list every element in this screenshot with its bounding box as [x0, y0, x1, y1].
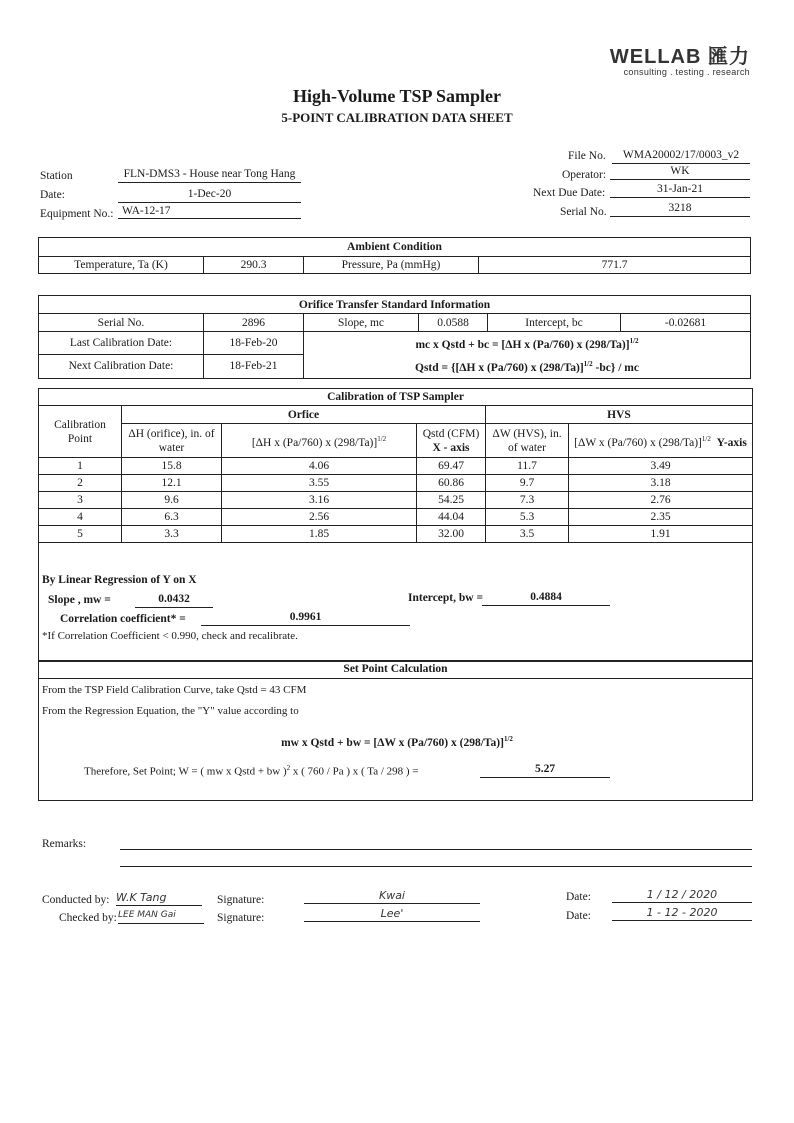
- cell-dw-calc: 1.91: [569, 526, 753, 543]
- station-field: FLN-DMS3 - House near Tong Hang: [118, 167, 301, 183]
- table-row: [39, 492, 753, 509]
- orifice-serial-label: Serial No.: [39, 314, 204, 332]
- table-row: [39, 458, 753, 475]
- cell-dh-calc: 2.56: [222, 509, 417, 526]
- cell-qstd: 54.25: [417, 492, 486, 509]
- setpoint-value: 5.27: [480, 762, 610, 778]
- conducted-by-value: W.K Tang: [116, 890, 202, 906]
- signature-1: Kwai: [304, 888, 480, 904]
- date-1: 1 / 12 / 2020: [612, 887, 752, 903]
- operator-field: WK: [610, 164, 750, 180]
- date-label-2: Date:: [566, 910, 591, 922]
- group-hvs: HVS: [486, 406, 753, 424]
- file-label: File No.: [568, 150, 606, 162]
- cell-dw-calc: 2.76: [569, 492, 753, 509]
- pressure-value: 771.7: [479, 257, 751, 274]
- remarks-line-2[interactable]: [120, 866, 752, 867]
- correlation-value: 0.9961: [201, 610, 410, 626]
- signature-label-2: Signature:: [217, 912, 265, 924]
- cell-point: 1: [39, 458, 122, 475]
- date-field: 1-Dec-20: [118, 187, 301, 203]
- cell-dh-calc: 4.06: [222, 458, 417, 475]
- slope-mc-label: Slope, mc: [304, 314, 419, 332]
- orifice-equation-2: Qstd = {[ΔH x (Pa/760) x (298/Ta)]$^{1/2}$ -bc} / mc: [415, 359, 639, 374]
- orifice-equation-1: mc x Qstd + bc = [ΔH x (Pa/760) x (298/Ta)]$^{1/2}$: [415, 337, 639, 351]
- cell-dh-calc: 3.16: [222, 492, 417, 509]
- regression-title: By Linear Regression of Y on X: [42, 574, 197, 586]
- cell-dh: 3.3: [122, 526, 222, 543]
- equipment-field: WA-12-17: [118, 204, 301, 219]
- operator-label: Operator:: [562, 169, 607, 181]
- setpoint-title: Set Point Calculation: [38, 660, 753, 679]
- cell-dh: 6.3: [122, 509, 222, 526]
- cell-qstd: 32.00: [417, 526, 486, 543]
- col-delta-w: ΔW (HVS), in. of water: [486, 424, 569, 458]
- intercept-bw-label: Intercept, bw =: [408, 592, 484, 604]
- orifice-title: Orifice Transfer Standard Information: [39, 296, 751, 314]
- cell-dw: 3.5: [486, 526, 569, 543]
- cell-qstd: 69.47: [417, 458, 486, 475]
- cell-dh: 9.6: [122, 492, 222, 509]
- cell-point: 2: [39, 475, 122, 492]
- orifice-table: [38, 295, 751, 379]
- orifice-equations: [304, 332, 751, 379]
- cell-dw: 11.7: [486, 458, 569, 475]
- equipment-label: Equipment No.:: [40, 208, 114, 220]
- serial-label: Serial No.: [560, 206, 607, 218]
- ambient-table: [38, 237, 751, 274]
- cell-dw: 5.3: [486, 509, 569, 526]
- cell-point: 4: [39, 509, 122, 526]
- setpoint-formula: Therefore, Set Point; W = ( mw x Qstd + bw )$^2$ x ( 760 / Pa ) x ( Ta / 298 ) =: [84, 764, 419, 778]
- intercept-bc-value: -0.02681: [621, 314, 751, 332]
- group-orifice: Orfice: [122, 406, 486, 424]
- date-label: Date:: [40, 189, 65, 201]
- next-cal-value: 18-Feb-21: [204, 355, 304, 378]
- setpoint-line-1: From the TSP Field Calibration Curve, take Qstd = 43 CFM: [42, 684, 307, 696]
- file-field: WMA20002/17/0003_v2: [612, 148, 750, 164]
- cell-dh: 15.8: [122, 458, 222, 475]
- checked-by-value: LEE MAN Gai: [118, 908, 204, 924]
- next-cal-label: Next Calibration Date:: [39, 355, 204, 378]
- logo-brand: WELLAB 匯力: [609, 46, 750, 68]
- cell-dw-calc: 2.35: [569, 509, 753, 526]
- col-delta-w-calc: [ΔW x (Pa/760) x (298/Ta)]$^{1/2}$ Y-axis: [569, 424, 753, 458]
- checked-by-label: Checked by:: [59, 912, 117, 924]
- table-row: [39, 509, 753, 526]
- slope-mc-value: 0.0588: [419, 314, 488, 332]
- slope-mw-label: Slope , mw =: [48, 594, 111, 606]
- orifice-serial-value: 2896: [204, 314, 304, 332]
- remarks-label: Remarks:: [42, 838, 87, 850]
- date-label-1: Date:: [566, 891, 591, 903]
- pressure-label: Pressure, Pa (mmHg): [304, 257, 479, 274]
- cell-point: 5: [39, 526, 122, 543]
- table-row: [39, 526, 753, 543]
- station-label: Station: [40, 170, 73, 182]
- next-due-field: 31-Jan-21: [610, 182, 750, 198]
- setpoint-equation: mw x Qstd + bw = [ΔW x (Pa/760) x (298/Ta)]$^{1/2}$: [281, 735, 513, 749]
- remarks-line-1[interactable]: [120, 849, 752, 850]
- cell-dw: 7.3: [486, 492, 569, 509]
- signature-2: Lee': [304, 906, 480, 922]
- slope-mw-value: 0.0432: [135, 592, 213, 608]
- temperature-label: Temperature, Ta (K): [39, 257, 204, 274]
- cell-qstd: 60.86: [417, 475, 486, 492]
- cell-dh-calc: 3.55: [222, 475, 417, 492]
- col-delta-h-calc: [ΔH x (Pa/760) x (298/Ta)]$^{1/2}$: [222, 424, 417, 458]
- ambient-title: Ambient Condition: [39, 238, 751, 257]
- col-qstd: Qstd (CFM) X - axis: [417, 424, 486, 458]
- calibration-table: [38, 388, 753, 543]
- calibration-title: Calibration of TSP Sampler: [39, 389, 753, 406]
- col-calibration-point: Calibration Point: [39, 406, 122, 458]
- conducted-by-label: Conducted by:: [42, 894, 110, 906]
- setpoint-line-2: From the Regression Equation, the "Y" value according to: [42, 705, 299, 717]
- next-due-label: Next Due Date:: [533, 187, 606, 199]
- last-cal-value: 18-Feb-20: [204, 332, 304, 355]
- page-subtitle: 5-POINT CALIBRATION DATA SHEET: [281, 110, 513, 125]
- serial-field: 3218: [610, 201, 750, 217]
- cell-dh: 12.1: [122, 475, 222, 492]
- cell-dw: 9.7: [486, 475, 569, 492]
- temperature-value: 290.3: [204, 257, 304, 274]
- page-title: High-Volume TSP Sampler: [292, 86, 502, 106]
- company-logo: [590, 47, 750, 77]
- cell-point: 3: [39, 492, 122, 509]
- intercept-bw-value: 0.4884: [482, 590, 610, 606]
- cell-dw-calc: 3.18: [569, 475, 753, 492]
- last-cal-label: Last Calibration Date:: [39, 332, 204, 355]
- setpoint-section: [38, 660, 753, 801]
- correlation-label: Correlation coefficient* =: [60, 613, 186, 625]
- cell-qstd: 44.04: [417, 509, 486, 526]
- cell-dh-calc: 1.85: [222, 526, 417, 543]
- table-row: [39, 475, 753, 492]
- logo-tagline: consulting . testing . research: [623, 67, 750, 77]
- col-delta-h: ΔH (orifice), in. of water: [122, 424, 222, 458]
- signature-label-1: Signature:: [217, 894, 265, 906]
- cell-dw-calc: 3.49: [569, 458, 753, 475]
- intercept-bc-label: Intercept, bc: [488, 314, 621, 332]
- date-2: 1 - 12 - 2020: [612, 905, 752, 921]
- correlation-note: *If Correlation Coefficient < 0.990, check and recalibrate.: [42, 630, 298, 642]
